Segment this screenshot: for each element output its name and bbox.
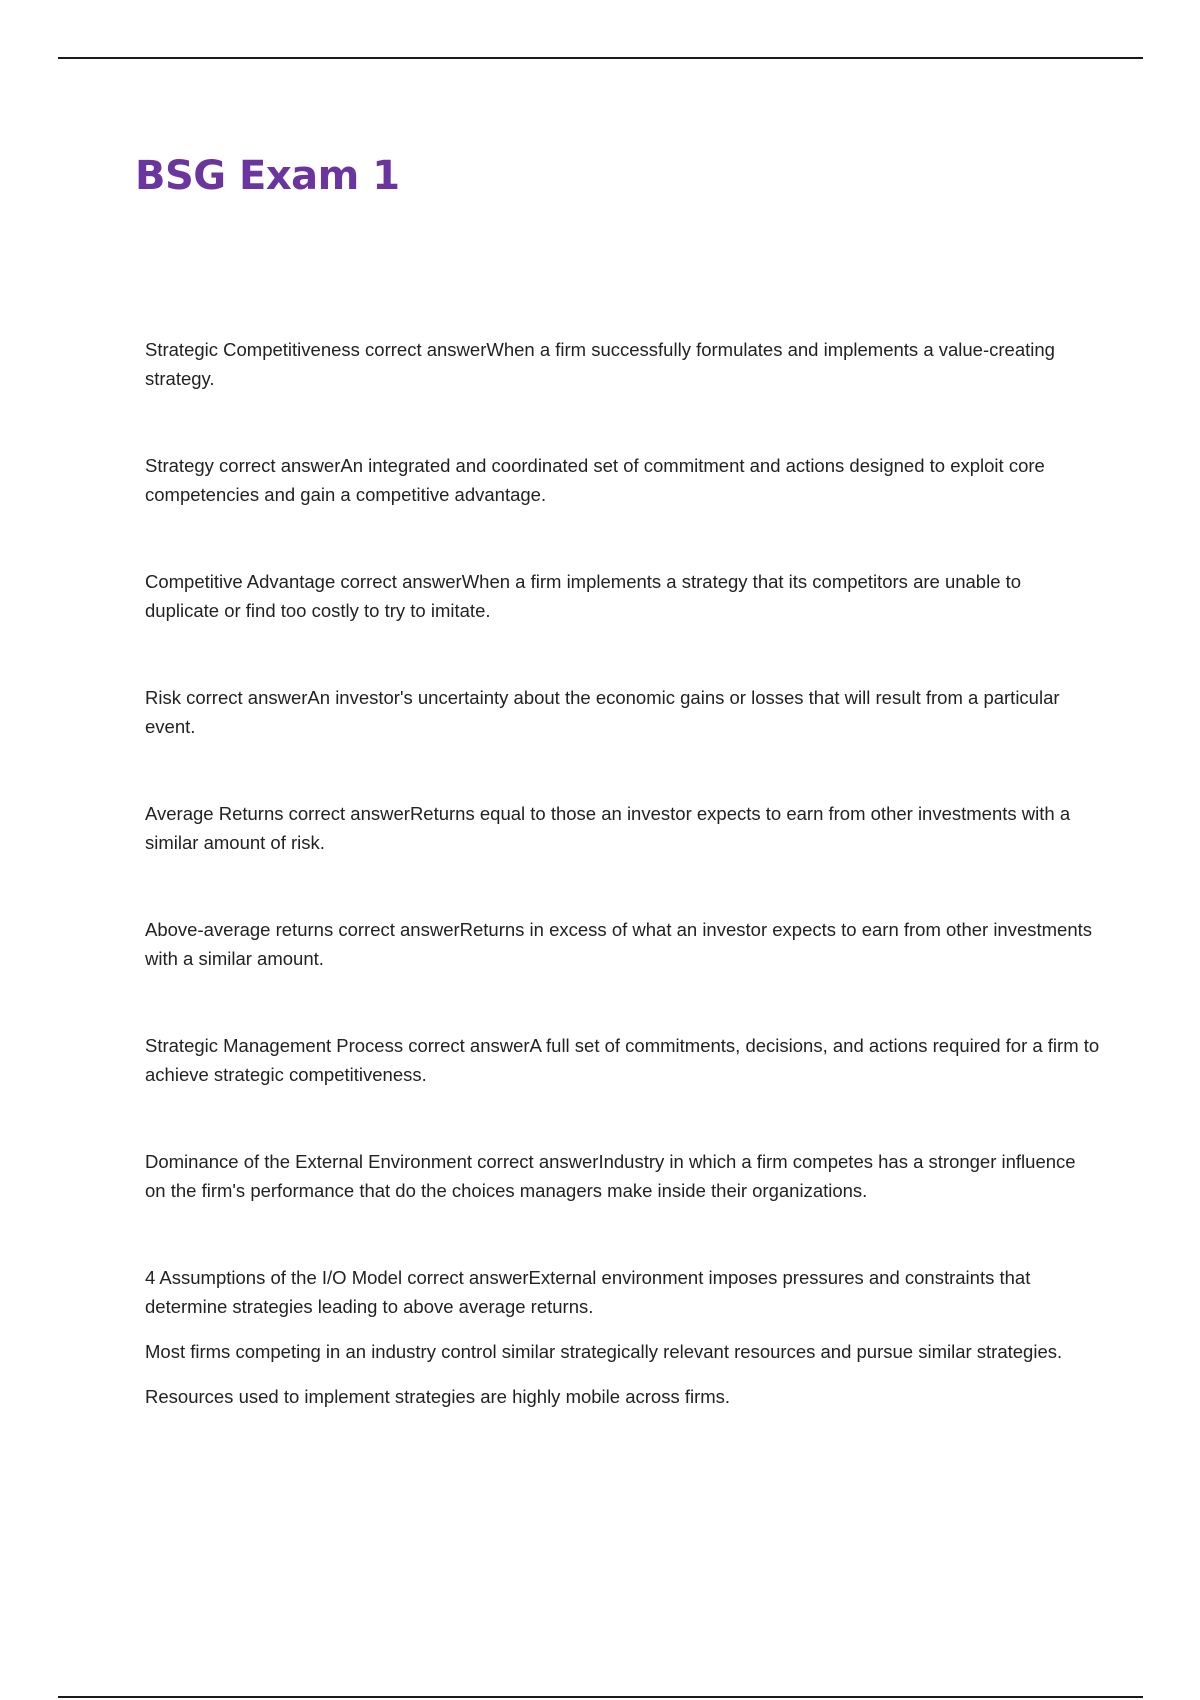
entry-strategy [145, 451, 1100, 509]
header-rule [58, 57, 1143, 59]
entry-text: Dominance of the External Environment correct answerIndustry in which a firm competes has a stronger influence on the firm's performance that do the choices managers make inside their organizations. [145, 1151, 1076, 1201]
entry-text: Competitive Advantage correct answerWhen a firm implements a strategy that its competitors are unable to duplicate or find too costly to try to imitate. [145, 571, 1022, 621]
entry-competitive-advantage [145, 567, 1100, 625]
entry-strategic-management-process [145, 1031, 1100, 1089]
footer-rule [58, 1696, 1143, 1698]
entry-text: Above-average returns correct answerReturns in excess of what an investor expects to earn from other investments with a similar amount. [145, 919, 1093, 969]
entry-text: Resources used to implement strategies are highly mobile across firms. [145, 1386, 731, 1407]
entry-text: Strategic Management Process correct answerA full set of commitments, decisions, and actions required for a firm to achieve strategic competitiveness. [145, 1035, 1100, 1085]
entry-strategic-competitiveness [145, 335, 1100, 393]
entry-text: Most firms competing in an industry control similar strategically relevant resources and pursue similar strategies. [145, 1341, 1063, 1362]
entry-above-average-returns [145, 915, 1100, 973]
entry-risk [145, 683, 1100, 741]
entry-text: Strategic Competitiveness correct answerWhen a firm successfully formulates and implements a value-creating strategy. [145, 339, 1055, 389]
entry-text: 4 Assumptions of the I/O Model correct answerExternal environment imposes pressures and constraints that determine strategies leading to above average returns. [145, 1267, 1031, 1317]
entry-dominance-external-environment [145, 1147, 1100, 1205]
entry-io-model-assumptions [145, 1263, 1100, 1411]
entry-average-returns [145, 799, 1100, 857]
entry-text: Risk correct answerAn investor's uncertainty about the economic gains or losses that will result from a particular event. [145, 687, 1060, 737]
entry-text: Average Returns correct answerReturns equal to those an investor expects to earn from other investments with a similar amount of risk. [145, 803, 1071, 853]
document-body [145, 335, 1100, 1469]
document-title: BSG Exam 1 [135, 153, 400, 199]
entry-text: Strategy correct answerAn integrated and coordinated set of commitment and actions designed to exploit core competencies and gain a competitive advantage. [145, 455, 1045, 505]
